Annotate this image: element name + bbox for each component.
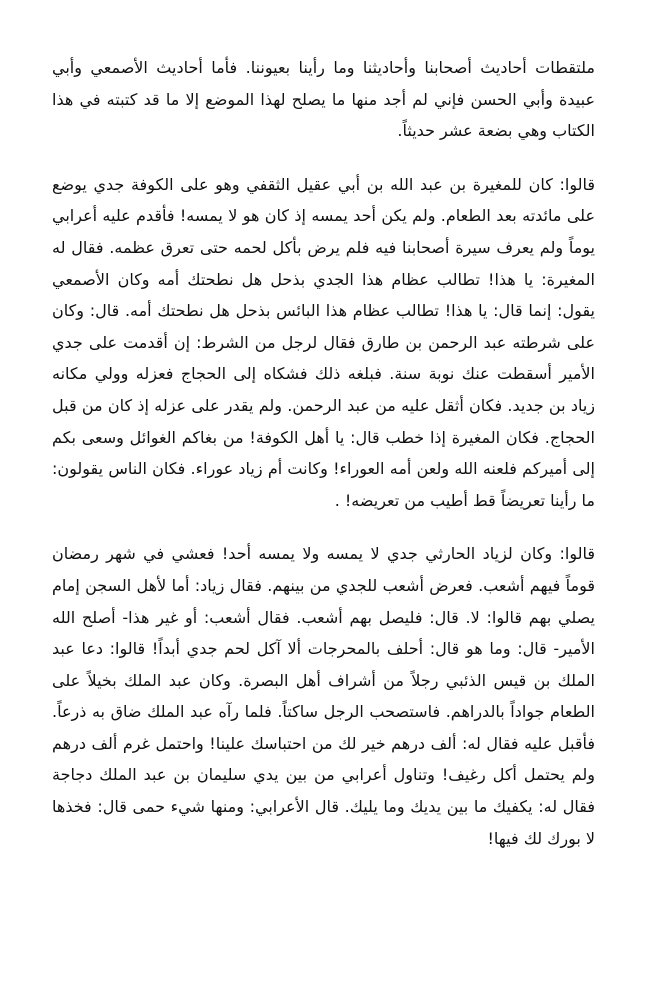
paragraph-mughira-story: قالوا: كان للمغيرة بن عبد الله بن أبي عقيل الثقفي وهو على الكوفة جدي يوضع على مائدته بعد الطعام. ولم يكن أحد يمسه إذ كان هو لا يمسه! فأقدم عليه أعرابي يوماً ولم يعرف سيرة أصحابنا فيه فلم يرض بأكل لحمه حتى تعرق عظمه. فقال له المغيرة: يا هذا! تطالب عظام هذا الجدي بذحل هل نطحتك أمه وكان الأصمعي يقول: إنما قال: يا هذا! تطالب عظام هذا البائس بذحل هل نطحتك أمه. قال: وكان على شرطته عبد الرحمن بن طارق فقال لرجل من الشرط: إن أقدمت على جدي الأمير أسقطت عنك نوبة سنة. فبلغه ذلك فشكاه إلى الحجاج فعزله وولي مكانه زياد بن جديد. فكان أثقل عليه من عبد الرحمن. ولم يقدر على عزله إذ كان من قبل الحجاج. فكان المغيرة إذا خطب قال: يا أهل الكوفة! من بغاكم الغوائل وسعى بكم إلى أميركم فلعنه الله ولعن أمه العوراء! وكانت أم زياد عوراء. فكان الناس يقولون: ما رأينا تعريضاً قط أطيب من تعريضه! . [52, 174, 595, 510]
paragraph-intro: ملتقطات أحاديث أصحابنا وأحاديثنا وما رأينا بعيوننا. فأما أحاديث الأصمعي وأبي عبيدة وأبي الحسن فإني لم أجد منها ما يصلح لهذا الموضع إلا ما قد كتبته في هذا الكتاب وهي بضعة عشر حديثاً. [52, 58, 595, 141]
paragraph-ziyad-story: قالوا: وكان لزياد الحارثي جدي لا يمسه ولا يمسه أحد! فعشي في شهر رمضان قوماً فيهم أشعب. فعرض أشعب للجدي من بينهم. فقال زياد: أما لأهل السجن إمام يصلي بهم قالوا: لا. قال: فليصل بهم أشعب. فقال أشعب: أو غير هذا- أصلح الله الأمير- قال: وما هو قال: أحلف بالمحرجات ألا آكل لحم جدي أبداً! قالوا: دعا عبد الملك بن قيس الذئبي رجلاً من أشراف أهل البصرة. وكان عبد الملك بخيلاً على الطعام جواداً بالدراهم. فاستصحب الرجل ساكتاً. فلما رآه عبد الملك ضاق به ذرعاً. فأقبل عليه فقال له: ألف درهم خير لك من احتباسك علينا! واحتمل غرم ألف درهم ولم يحتمل أكل رغيف! وتناول أعرابي من بين يدي سليمان بن عبد الملك دجاجة فقال له: يكفيك ما بين يديك وما يليك. قال الأعرابي: ومنها شيء حمى قال: فخذها لا بورك لك فيها! [52, 544, 595, 848]
